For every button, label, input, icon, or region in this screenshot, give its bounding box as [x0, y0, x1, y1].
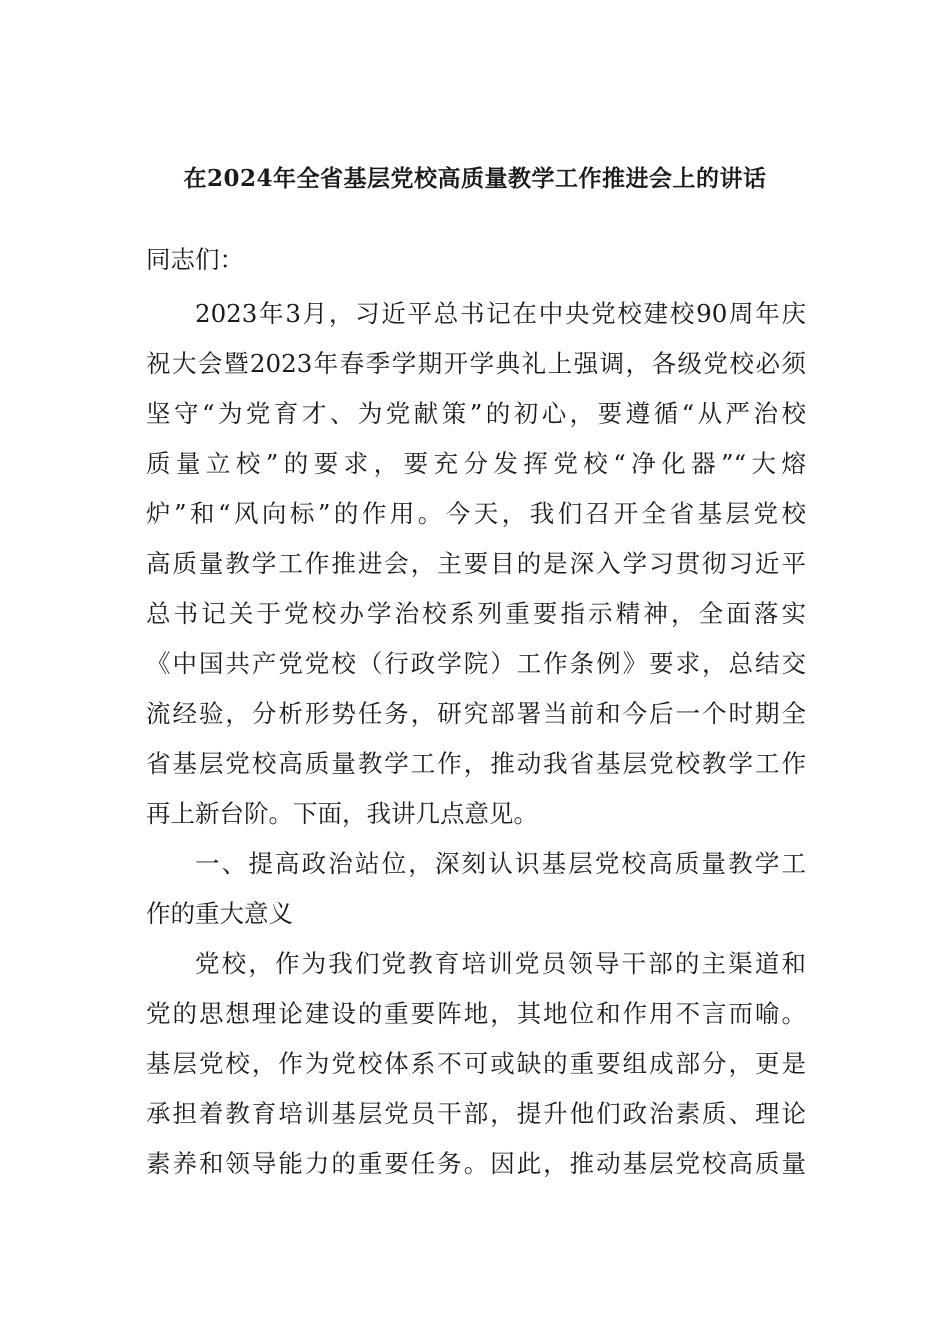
section-heading-line: 作的重大意义: [146, 899, 293, 928]
paragraph-line: 流经验，分析形势任务，研究部署当前和今后一个时期全: [146, 699, 806, 728]
paragraph-line: 高质量教学工作推进会，主要目的是深入学习贯彻习近平: [146, 549, 806, 578]
paragraph-line: 党的思想理论建设的重要阵地，其地位和作用不言而喻。: [146, 999, 806, 1028]
paragraph-line: 坚守“为党育才、为党献策”的初心，要遵循“从严治校: [146, 399, 806, 428]
paragraph-line: 素养和领导能力的重要任务。因此，推动基层党校高质量: [146, 1149, 806, 1178]
paragraph-line: 省基层党校高质量教学工作，推动我省基层党校教学工作: [146, 749, 806, 778]
paragraph-line: 总书记关于党校办学治校系列重要指示精神，全面落实: [146, 599, 806, 628]
salutation: 同志们：: [146, 245, 244, 274]
paragraph-line: 祝大会暨2023年春季学期开学典礼上强调，各级党校必须: [146, 349, 806, 378]
paragraph-line: 2023年3月，习近平总书记在中央党校建校90周年庆: [195, 299, 806, 328]
document-body: [146, 235, 806, 1189]
paragraph-line: 再上新台阶。下面，我讲几点意见。: [146, 799, 538, 828]
paragraph-line: 质量立校”的要求，要充分发挥党校“净化器”“大熔: [146, 449, 806, 478]
document-title: 在2024年全省基层党校高质量教学工作推进会上的讲话: [183, 165, 767, 192]
section-heading-line: 一、提高政治站位，深刻认识基层党校高质量教学工: [195, 849, 806, 878]
paragraph-line: 承担着教育培训基层党员干部，提升他们政治素质、理论: [146, 1099, 806, 1128]
paragraph-line: 党校，作为我们党教育培训党员领导干部的主渠道和: [195, 949, 806, 978]
paragraph-line: 炉”和“风向标”的作用。今天，我们召开全省基层党校: [146, 499, 806, 528]
paragraph-line: 《中国共产党党校（行政学院）工作条例》要求，总结交: [146, 649, 806, 678]
paragraph-line: 基层党校，作为党校体系不可或缺的重要组成部分，更是: [146, 1049, 806, 1078]
